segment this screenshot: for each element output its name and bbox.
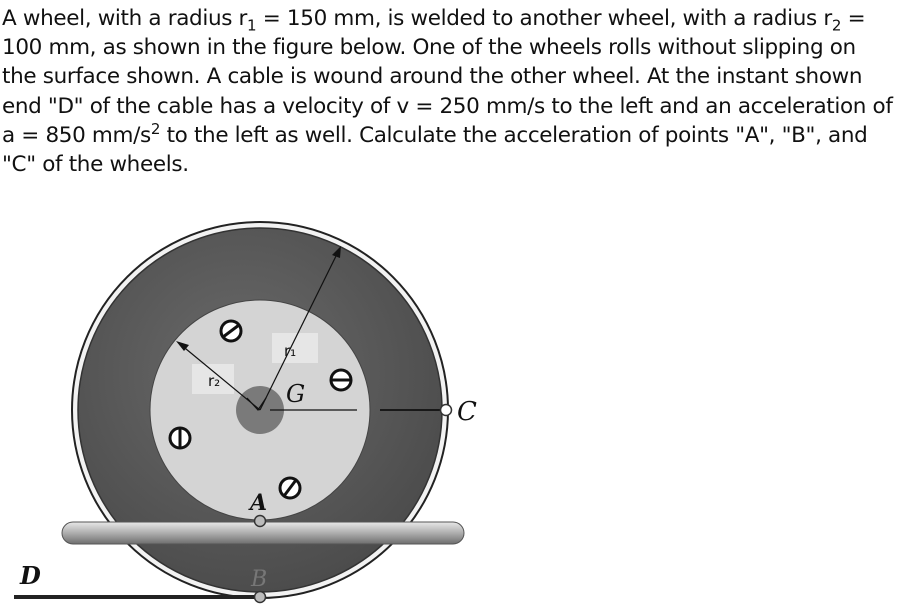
line5-start-text: a = 850 mm/s (2, 122, 151, 148)
problem-line-6: "C" of the wheels. (2, 152, 189, 178)
point-c-marker (441, 405, 452, 416)
point-a-marker (255, 516, 266, 527)
line1-end-text: = (841, 6, 866, 31)
bolt-icon-3 (170, 428, 190, 448)
label-g: G (286, 380, 306, 408)
label-c: C (457, 397, 477, 427)
r2-subscript: 2 (831, 16, 842, 35)
problem-line-5 (2, 121, 900, 150)
bolt-icon-1 (221, 321, 241, 341)
label-b: B (251, 567, 268, 592)
label-r1: r₁ (284, 342, 297, 360)
squared-superscript: 2 (150, 119, 161, 138)
bolt-icon-4 (280, 478, 300, 498)
label-d: D (20, 561, 41, 590)
label-a: A (250, 490, 268, 516)
line1-mid-text: = 150 mm, is welded to another wheel, with a radius r (256, 6, 832, 31)
label-r2: r₂ (208, 372, 221, 390)
point-b-marker (255, 592, 266, 603)
problem-line-3: the surface shown. A cable is wound around the other wheel. At the instant shown (2, 64, 863, 90)
line5-end-text: to the left as well. Calculate the acceleration of points "A", "B", and (160, 122, 868, 148)
problem-line-1 (2, 4, 900, 33)
line1-text: A wheel, with a radius r (2, 6, 248, 31)
problem-line-2: 100 mm, as shown in the figure below. One of the wheels rolls without slipping on (2, 35, 856, 61)
wheel-figure (0, 200, 520, 616)
bolt-icon-2 (331, 370, 351, 390)
problem-line-4: end "D" of the cable has a velocity of v = 250 mm/s to the left and an acceleration of (2, 93, 893, 119)
r1-subscript: 1 (247, 16, 257, 35)
problem-statement (2, 4, 900, 179)
